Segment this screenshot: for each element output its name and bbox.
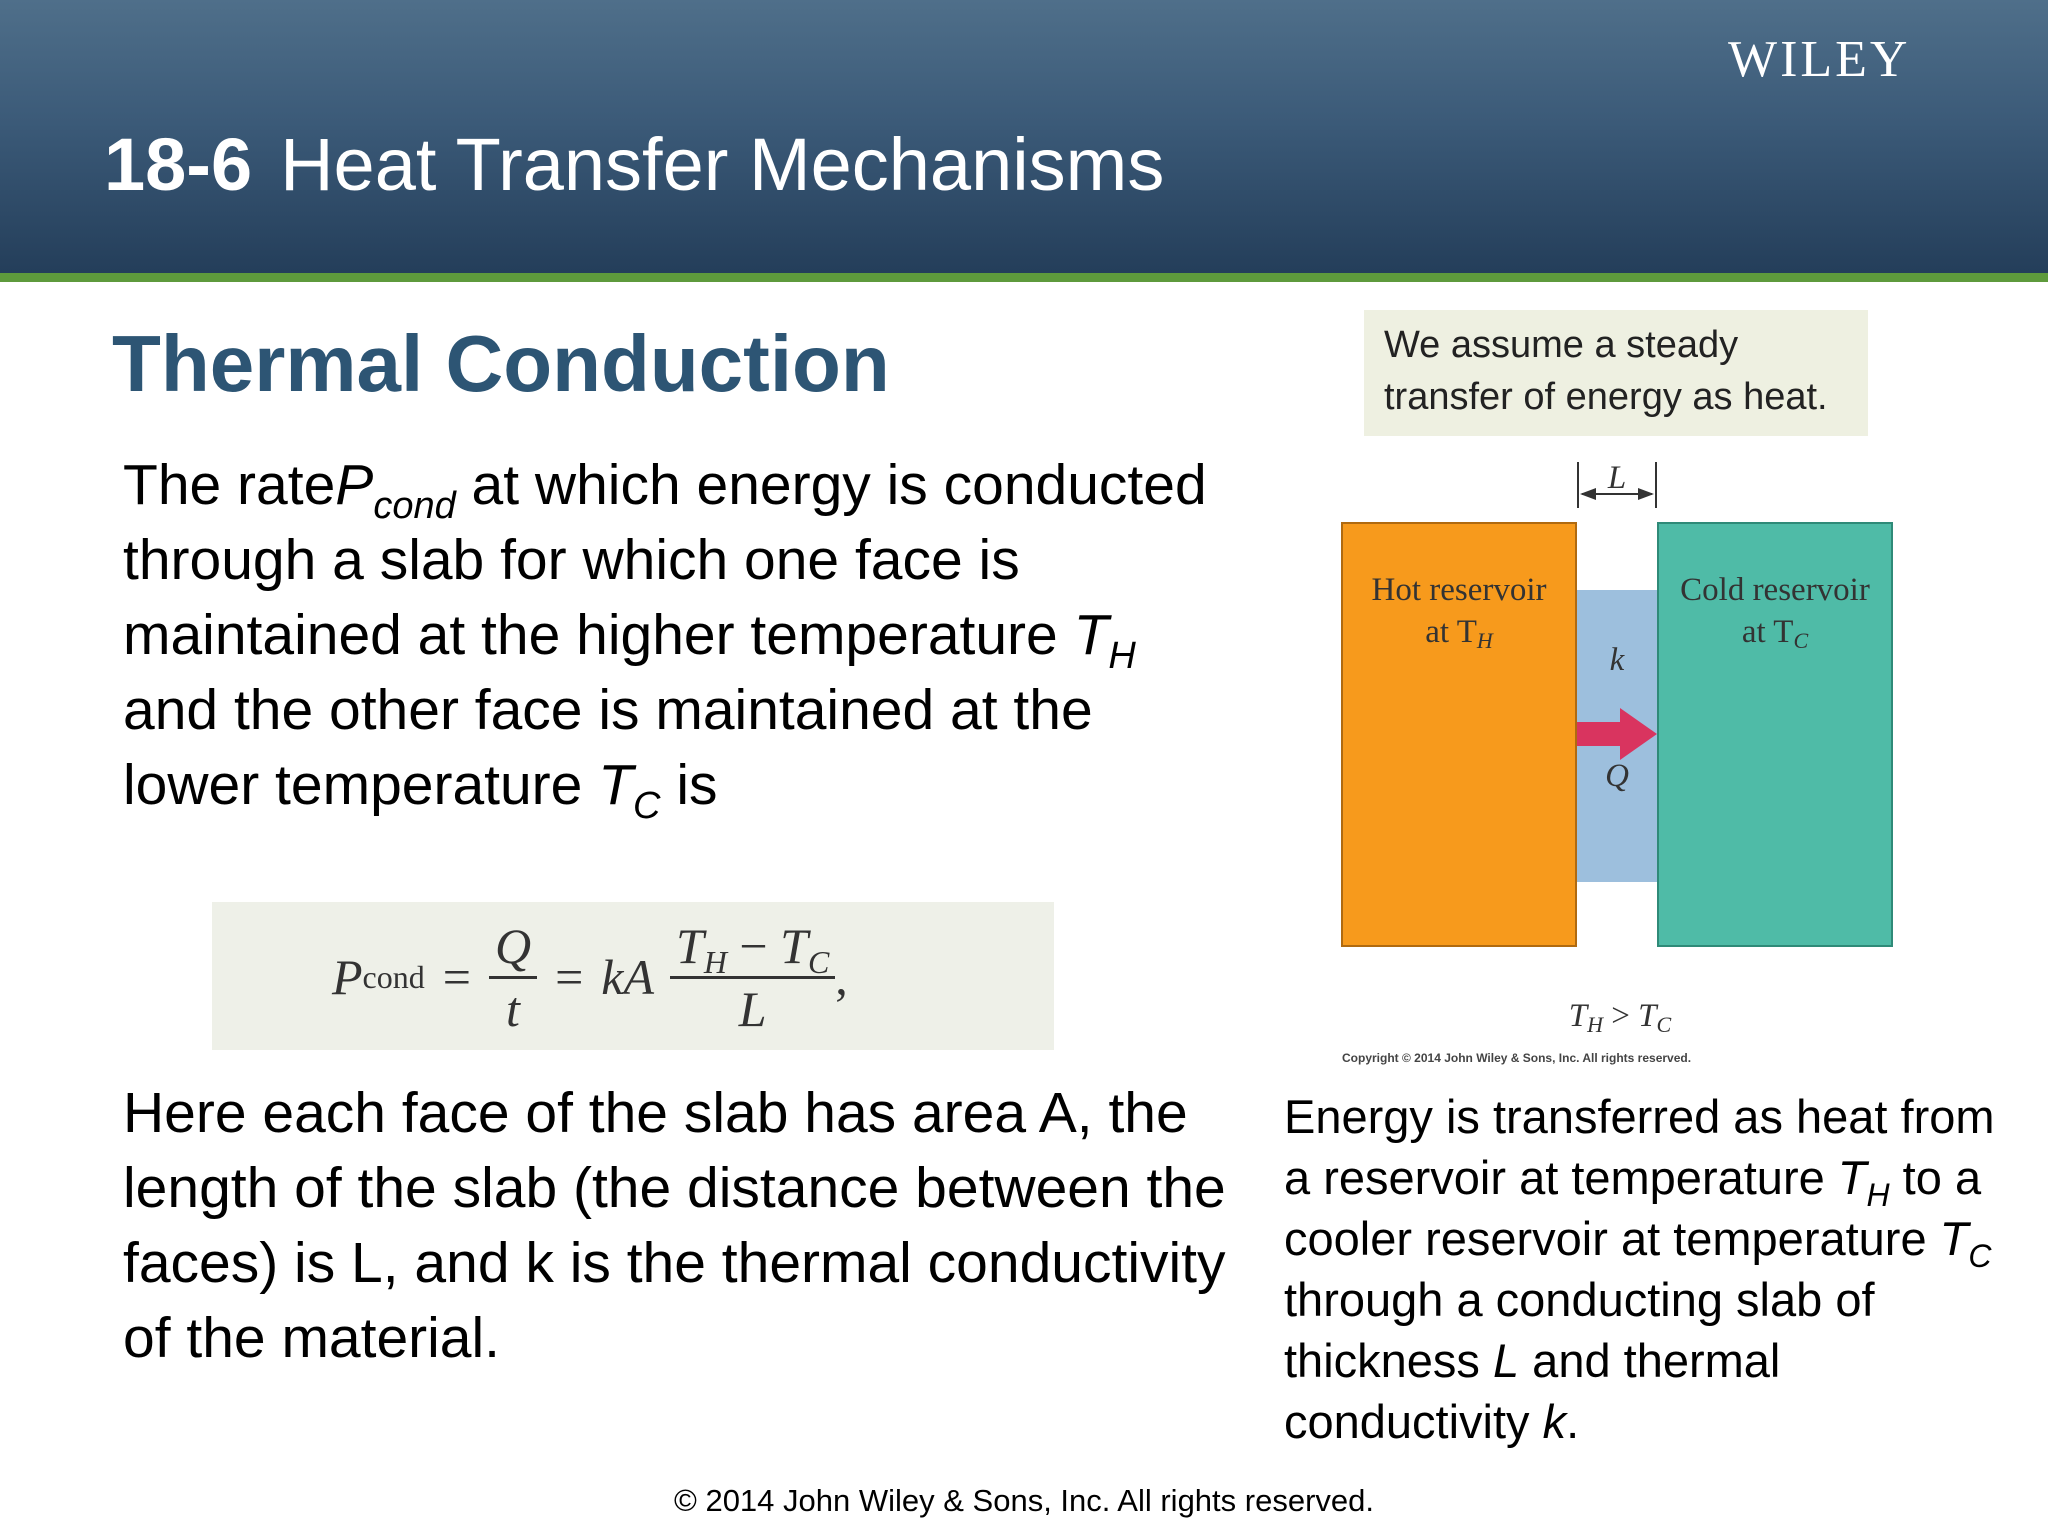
slab-q-label: Q xyxy=(1605,758,1629,794)
conduction-rate-paragraph: The rateP$_{cond}$ at which energy is conducted through a slab for which one face is maintained at the higher temperature $T_H$ and the other face is maintained at the lower temperature $T_C$ is xyxy=(123,453,1207,827)
eq-fraction-q-over-t: $\frac{Q}{t}$ xyxy=(489,920,537,1035)
temperature-condition: $T_H > T_C$ xyxy=(1568,998,1672,1037)
wiley-logo: WILEY xyxy=(1728,31,1911,88)
slab-length-label: L xyxy=(1607,460,1627,496)
figure-copyright: Copyright © 2014 John Wiley & Sons, Inc. All rights reserved. xyxy=(1342,1051,1692,1065)
figure-caption: Energy is transferred as heat from a reservoir at temperature $T_H$ to a cooler reservoir at temperature $T_C$ through a conducting slab of thickness L and thermal conductivity k. xyxy=(1284,1090,1995,1448)
slide-footer-copyright: © 2014 John Wiley & Sons, Inc. All rights reserved. xyxy=(674,1483,1374,1518)
cold-reservoir-temp-label: at $T_C$ xyxy=(1741,614,1809,653)
figure-note-line1: We assume a steady xyxy=(1384,324,1739,366)
hot-reservoir-temp-label: at $T_H$ xyxy=(1425,614,1493,653)
figure-note-line2: transfer of energy as heat. xyxy=(1384,376,1828,418)
slab-definition-paragraph: Here each face of the slab has area A, the length of the slab (the distance between the faces) is L, and k is the thermal conductivity of the material. xyxy=(123,1081,1226,1370)
heat-flow-arrow-icon xyxy=(1577,708,1657,760)
conduction-equation: P cond = $\frac{Q}{t}$ = kA $\frac{T_H - T_C}{L}$ , xyxy=(212,902,1054,1050)
slab-k-label: k xyxy=(1609,642,1625,678)
section-title: Heat Transfer Mechanisms xyxy=(280,123,1165,206)
subtitle: Thermal Conduction xyxy=(112,319,890,408)
eq-lhs: P xyxy=(332,949,363,1005)
section-number: 18-6 xyxy=(104,123,253,206)
hot-reservoir-label: Hot reservoir xyxy=(1371,572,1547,608)
eq-fraction-temperature: $\frac{T_H - T_C}{L}$ xyxy=(670,920,835,1035)
cold-reservoir-label: Cold reservoir xyxy=(1680,572,1870,608)
